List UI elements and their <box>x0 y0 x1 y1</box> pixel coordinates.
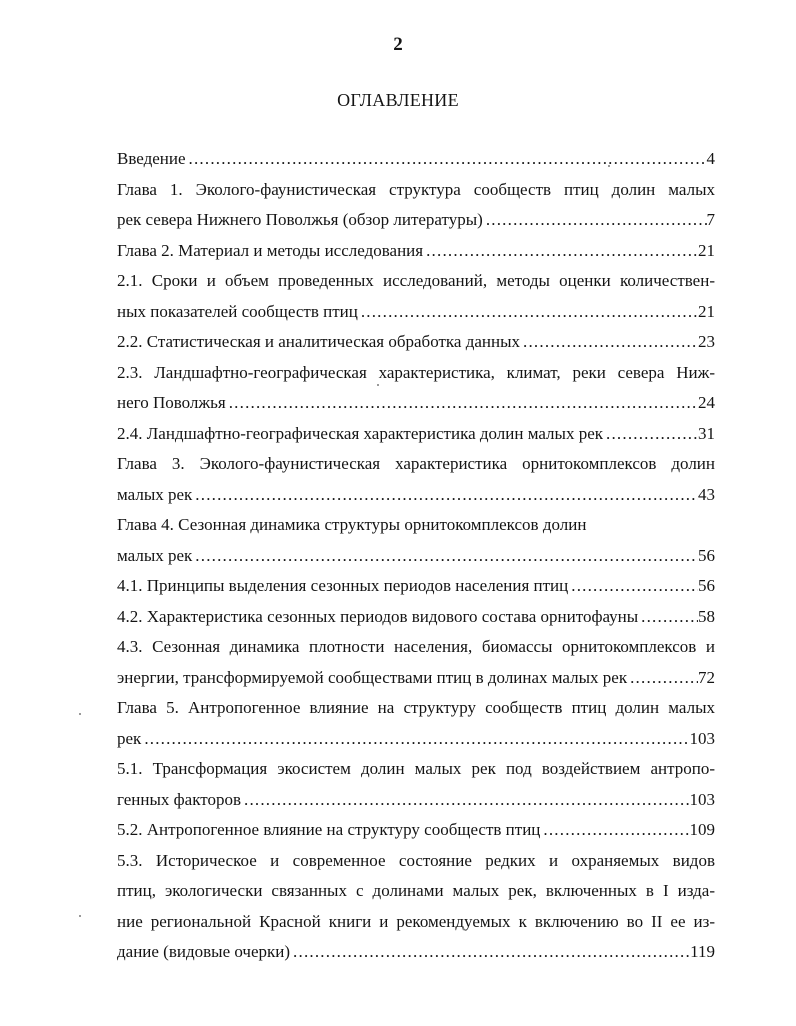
scan-speck <box>608 165 610 167</box>
toc-entry-chapter-2[interactable] <box>117 236 715 267</box>
dot-leader <box>568 571 698 602</box>
toc-entry-section-5-1[interactable] <box>117 754 715 815</box>
scan-speck <box>377 384 379 386</box>
toc-entry-page: 103 <box>689 789 715 809</box>
toc-entry-text-line: Глава 5. Антропогенное влияние на структуру сообществ птиц долин малых <box>117 698 715 717</box>
toc-entry-page: 109 <box>689 820 715 839</box>
toc-entry-text-line: 5.1. Трансформация экосистем долин малых рек под воздействием антропо- <box>117 759 715 778</box>
toc-entry-page: 31 <box>698 423 715 443</box>
toc-entry-text-line: 2.3. Ландшафтно-географическая характеристика, климат, реки севера Ниж- <box>117 362 715 382</box>
toc-entry-text: 4.2. Характеристика сезонных периодов видового состава орнитофауны <box>117 606 639 626</box>
toc-entry-text-line: рек севера Нижнего Поволжья (обзор литературы) <box>117 210 483 229</box>
toc-entry-section-2-4[interactable] <box>117 419 715 450</box>
toc-entry-text-line: малых рек <box>117 484 193 504</box>
toc-entry-page: 7 <box>706 210 715 229</box>
toc-entry-text-line: Глава 4. Сезонная динамика структуры орнитокомплексов долин <box>117 515 587 534</box>
toc-entry-section-2-1[interactable] <box>117 266 715 327</box>
dot-leader <box>603 419 698 450</box>
dot-leader <box>423 236 698 267</box>
toc-entry-page: 21 <box>698 301 715 321</box>
dot-leader <box>226 388 698 419</box>
toc-entry-page: 103 <box>689 728 715 748</box>
toc-entry-text-line: Глава 1. Эколого-фаунистическая структура сообществ птиц долин малых <box>117 179 715 199</box>
toc-entry-section-5-2[interactable] <box>117 815 715 846</box>
dot-leader <box>627 663 698 694</box>
dot-leader <box>520 327 698 358</box>
toc-entry-text-line: птиц, экологически связанных с долинами малых рек, включенных в I изда- <box>117 881 715 900</box>
toc-entry-introduction[interactable] <box>117 144 715 175</box>
toc-entry-text-line: 2.1. Сроки и объем проведенных исследований, методы оценки количествен- <box>117 271 715 290</box>
toc-entry-page: 4 <box>706 149 715 168</box>
toc-entry-section-4-3[interactable] <box>117 632 715 693</box>
toc-entry-chapter-5[interactable] <box>117 693 715 754</box>
dot-leader <box>192 541 698 572</box>
toc-entry-page: 56 <box>698 545 715 565</box>
toc-entry-section-5-3[interactable] <box>117 846 715 968</box>
toc-entry-page: 23 <box>698 332 715 351</box>
toc-entry-chapter-4[interactable] <box>117 510 715 571</box>
dot-leader <box>638 602 698 633</box>
toc-entry-text-line: энергии, трансформируемой сообществами птиц в долинах малых рек <box>117 667 628 687</box>
toc-title: ОГЛАВЛЕНИЕ <box>337 90 459 110</box>
dot-leader <box>358 297 698 328</box>
table-of-contents <box>117 144 715 968</box>
toc-entry-text-line: ние региональной Красной книги и рекомендуемых к включению во II ее из- <box>117 911 715 931</box>
toc-entry-page: 43 <box>698 484 715 504</box>
toc-entry-section-2-3[interactable] <box>117 358 715 419</box>
dot-leader <box>141 724 689 755</box>
toc-entry-page: 72 <box>698 667 715 687</box>
toc-entry-section-2-2[interactable] <box>117 327 715 358</box>
dot-leader <box>241 785 690 816</box>
toc-entry-page: 56 <box>698 576 715 595</box>
toc-entry-text-line: малых рек <box>117 545 193 565</box>
toc-entry-text: 4.1. Принципы выделения сезонных периодов населения птиц <box>117 576 569 595</box>
toc-entry-page: 24 <box>698 393 715 412</box>
toc-entry-text: 2.4. Ландшафтно-географическая характеристика долин малых рек <box>117 423 604 443</box>
toc-entry-text-line: рек <box>117 728 142 748</box>
scan-speck <box>79 915 81 917</box>
page-number: 2 <box>393 34 403 55</box>
toc-entry-chapter-1[interactable] <box>117 175 715 236</box>
toc-entry-text: 5.2. Антропогенное влияние на структуру сообществ птиц <box>117 820 541 839</box>
toc-entry-text: 2.2. Статистическая и аналитическая обработка данных <box>117 332 521 351</box>
toc-entry-page: 119 <box>690 942 715 961</box>
toc-entry-page: 58 <box>698 606 715 626</box>
toc-entry-text-line: 5.3. Историческое и современное состояние редких и охраняемых видов <box>117 850 715 870</box>
dot-leader <box>483 205 707 236</box>
toc-entry-section-4-1[interactable] <box>117 571 715 602</box>
dot-leader <box>540 815 689 846</box>
toc-entry-text: Введение <box>117 149 186 168</box>
toc-entry-text-line: него Поволжья <box>117 393 226 412</box>
toc-entry-page: 21 <box>698 240 715 260</box>
toc-entry-text-line: Глава 3. Эколого-фаунистическая характеристика орнитокомплексов долин <box>117 454 715 473</box>
toc-entry-text-line: 4.3. Сезонная динамика плотности населения, биомассы орнитокомплексов и <box>117 637 715 656</box>
dot-leader <box>186 144 707 175</box>
toc-entry-text-line: дание (видовые очерки) <box>117 942 291 961</box>
toc-entry-chapter-3[interactable] <box>117 449 715 510</box>
toc-entry-text-line: ных показателей сообществ птиц <box>117 301 358 321</box>
toc-entry-text-line: генных факторов <box>117 789 241 809</box>
dot-leader <box>290 937 690 968</box>
toc-entry-section-4-2[interactable] <box>117 602 715 633</box>
toc-entry-text: Глава 2. Материал и методы исследования <box>117 240 424 260</box>
scan-speck <box>79 713 81 715</box>
dot-leader <box>192 480 698 511</box>
